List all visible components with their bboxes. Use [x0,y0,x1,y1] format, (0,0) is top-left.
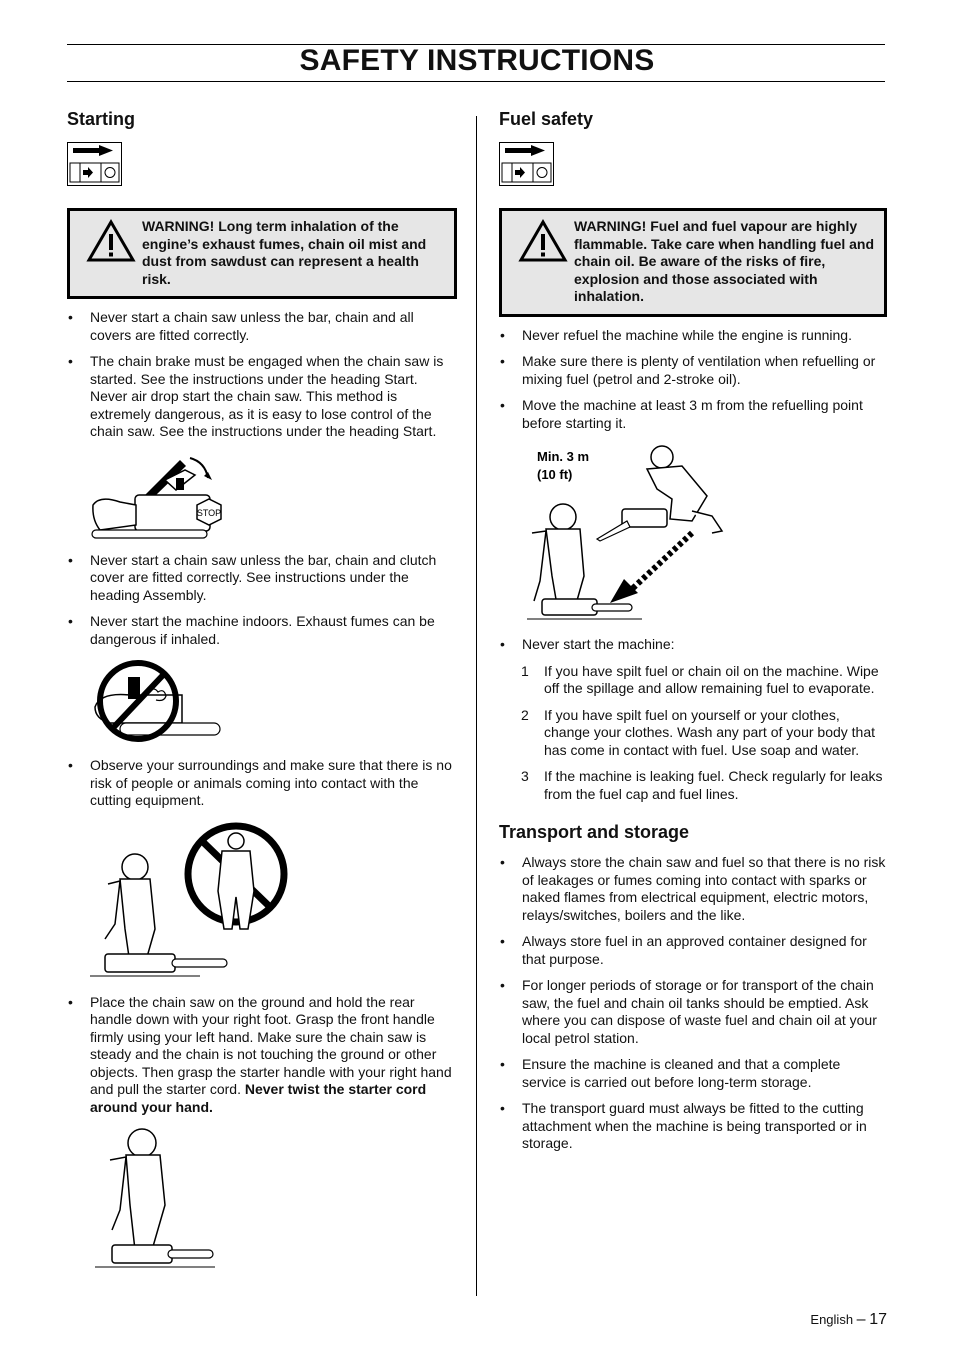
list-item: • Never start the machine indoors. Exhaust fumes can be dangerous if inhaled. [67,613,457,648]
warning-text: WARNING! Long term inhalation of the engine’s exhaust fumes, chain oil mist and dust from sawdust can represent a health risk. [142,218,427,287]
list-item: 1 If you have spilt fuel or chain oil on the machine. Wipe off the spillage and allow remaining fuel to evaporate. [521,662,879,696]
never-start-list [521,663,887,804]
warning-text: WARNING! Fuel and fuel vapour are highly flammable. Take care when handling fuel and chain oil. Be aware of the risks of fire, explosion and those associated with inhalation. [574,218,875,304]
starting-position-illustration [90,1125,220,1275]
distance-label-imperial: (10 ft) [537,467,573,482]
left-column [67,108,457,1285]
column-divider [476,116,477,1296]
bystander-warning-illustration [90,819,300,984]
section-heading-starting: Starting [67,109,136,129]
transport-bullets [499,854,887,1153]
start-symbol [499,142,554,186]
page-footer [810,1311,887,1329]
list-item: • Make sure there is plenty of ventilation when refuelling or mixing fuel (petrol and 2-stroke oil). [499,353,887,388]
stop-sign-label: STOP [196,507,222,518]
list-item: • For longer periods of storage or for transport of the chain saw, the fuel and chain oil tanks should be emptied. Ask where you can dispose of waste fuel and chain oil at your local petrol station. [499,977,887,1047]
page-number: 17 [869,1311,887,1328]
list-item [67,994,457,1117]
list-item: • Ensure the machine is cleaned and that a complete service is carried out before long-term storage. [499,1056,887,1091]
title-rule [67,81,885,82]
fuel-bullets-1 [499,327,887,433]
refuelling-distance-illustration [522,441,747,626]
no-indoor-start-illustration [90,657,250,747]
distance-label: Min. 3 m [537,449,590,464]
starting-bullets-1 [67,309,457,441]
list-item: • Always store the chain saw and fuel so that there is no risk of leakages or fumes coming into contact with sparks or naked flames from electrical equipment, electric motors, relays/switches, boilers and the like. [499,854,887,924]
arrow-right-icon [68,143,121,185]
list-item: • Move the machine at least 3 m from the refuelling point before starting it. [499,397,887,432]
footer-separator: – [856,1311,866,1328]
footer-language: English [810,1312,854,1327]
list-item: • Never refuel the machine while the engine is running. [499,327,887,345]
list-item: • The chain brake must be engaged when the chain saw is started. See the instructions under the heading Start. Never air drop start the chain saw. This method is extremely dangerous, as it is easy to lose control of the chain saw. See the instructions under the heading Start. [67,353,457,441]
list-item: 3 If the machine is leaking fuel. Check regularly for leaks from the fuel cap and fuel lines. [521,768,883,802]
warning-triangle-icon [518,219,568,263]
list-item: • Never start a chain saw unless the bar, chain and all covers are fitted correctly. [67,309,457,344]
right-column [499,108,887,1162]
section-heading-fuel-safety: Fuel safety [499,109,594,129]
starting-bullets-4 [67,994,457,1117]
list-item: • Observe your surroundings and make sure that there is no risk of people or animals coming into contact with the cutting equipment. [67,757,457,810]
starting-bullets-3 [67,757,457,810]
starter-cord-warning: Never twist the starter cord around your hand. [90,1081,427,1115]
list-item: • Always store fuel in an approved container designed for that purpose. [499,933,887,968]
fuel-bullets-2 [499,636,887,654]
list-item: • Never start the machine: [499,636,887,654]
arrow-right-icon [500,143,553,185]
chain-brake-illustration [90,450,250,542]
start-symbol [67,142,122,186]
list-item: 2 If you have spilt fuel on yourself or your clothes, change your clothes. Wash any part of your body that has come in contact with fuel. Use soap and water. [521,706,876,758]
list-item: • Never start a chain saw unless the bar, chain and clutch cover are fitted correctly. See instructions under the heading Assembly. [67,552,457,605]
starting-bullets-2 [67,552,457,649]
warning-box [67,208,457,299]
warning-triangle-icon [86,219,136,263]
list-item: • The transport guard must always be fitted to the cutting attachment when the machine is being transported or in storage. [499,1100,887,1153]
starter-cord-instructions: Place the chain saw on the ground and hold the rear handle down with your right foot. Grasp the front handle firmly using your left hand. Make sure the chain saw is steady and the chain is not touching the ground or other objects. Then grasp the starter handle with your right hand and pull the starter cord. [90,993,452,1097]
warning-box [499,208,887,317]
page-title: SAFETY INSTRUCTIONS [299,44,655,77]
section-heading-transport-storage: Transport and storage [499,822,690,842]
